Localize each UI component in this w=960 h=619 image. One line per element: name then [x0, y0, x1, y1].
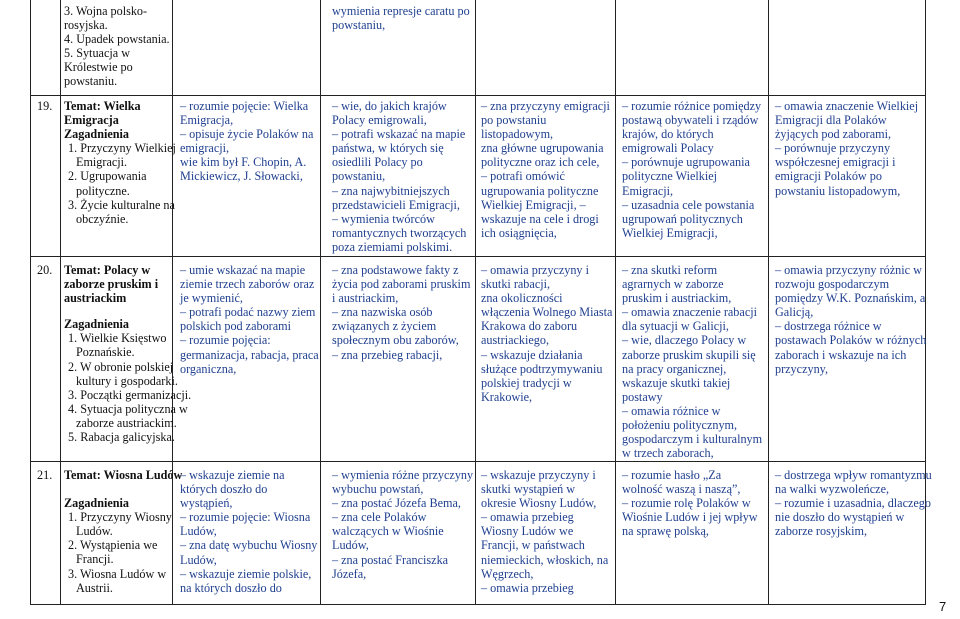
requirement-line: – rozumie hasło „Za: [622, 468, 722, 482]
requirement-line: wybuchu powstań,: [332, 482, 424, 497]
requirement-line: skutki rabacji,: [481, 277, 551, 292]
requirement-line: emigracji Polaków po: [775, 169, 882, 184]
column-divider-1: [60, 0, 61, 605]
requirement-line: powstaniu listopadowym,: [775, 183, 901, 198]
requirement-line: Wiośnie Ludów i jej wpływ: [622, 510, 758, 525]
requirement-line: je wymienić,: [180, 291, 243, 306]
requirement-line: wymienia represje caratu po: [332, 4, 470, 18]
topic-title: Temat: Polacy w: [64, 263, 151, 277]
requirement-line: położeniu politycznym,: [622, 418, 738, 433]
requirements-cell-good: [481, 99, 610, 240]
requirement-line: Mickiewicz, J. Słowacki,: [180, 169, 303, 184]
requirement-line: – rozumie rolę Polaków w: [622, 496, 751, 511]
topic-line: 4. Upadek powstania.: [64, 32, 170, 47]
requirement-line: na pracy organicznej,: [622, 361, 727, 376]
top-topic-cell: [64, 4, 170, 89]
column-divider-5: [615, 0, 616, 605]
requirement-line: – wymienia twórców: [332, 211, 435, 226]
requirement-line: – zna postać Józefa Bema,: [332, 496, 461, 511]
requirement-line: – porównuje przyczyny: [775, 141, 891, 156]
issue-item: 1. Przyczyny Wielkiej: [68, 141, 176, 156]
requirement-line: Emigracji dla Polaków: [775, 113, 887, 128]
requirement-line: Polacy emigrowali,: [332, 113, 427, 128]
requirement-line: Krakowie,: [481, 389, 533, 404]
issue-item: Francji.: [76, 552, 114, 567]
requirement-line: ziemie trzech zaborów oraz: [180, 277, 315, 292]
requirement-line: wie kim był F. Chopin, A.: [180, 155, 307, 170]
requirement-line: – omawia znaczenie Wielkiej: [775, 99, 919, 113]
requirement-line: – zna cele Polaków: [332, 510, 427, 525]
top-requirements-cell: [332, 4, 470, 32]
requirement-line: przedstawicieli Emigracji,: [332, 197, 460, 212]
requirement-line: – potrafi wskazać na mapie: [332, 127, 466, 142]
issue-item: zaborze austriackim.: [76, 415, 177, 430]
requirements-cell-good: [481, 468, 608, 595]
requirements-cell-very-good: [622, 263, 762, 460]
requirement-line: i austriackim,: [332, 291, 399, 306]
column-divider-3: [320, 0, 321, 605]
requirement-line: – rozumie pojęcie: Wielka: [180, 99, 309, 113]
lesson-number: 21.: [37, 468, 53, 482]
requirement-line: żyjących pod zaborami,: [775, 127, 892, 142]
requirement-line: – wskazuje ziemie na: [180, 468, 285, 482]
topic-line: Królestwie po: [64, 60, 133, 75]
requirement-line: gospodarczym i kulturalnym: [622, 432, 763, 447]
requirement-line: – wskazuje przyczyny i: [481, 468, 596, 482]
requirement-line: walczących w Wiośnie: [332, 524, 444, 539]
lesson-number: 19.: [37, 99, 53, 113]
issues-heading: Zagadnienia: [64, 127, 130, 142]
issue-item: 2. W obronie polskiej: [68, 359, 174, 374]
requirement-line: polityczne Wielkiej: [622, 169, 718, 184]
requirement-line: – uzasadnia cele powstania: [622, 197, 755, 212]
table-border-bottom: [30, 604, 926, 605]
requirement-line: Wiosny Ludów we: [481, 524, 574, 539]
requirement-line: polskich pod zaborami: [180, 319, 292, 334]
issue-item: Ludów.: [76, 524, 113, 539]
requirement-line: Ludów,: [180, 524, 217, 539]
requirements-cell-excellent: [775, 263, 926, 376]
issue-item: Poznańskie.: [76, 345, 135, 360]
requirement-line: postawą obywateli i rządów: [622, 113, 759, 128]
requirement-line: – wymienia różne przyczyny: [332, 468, 474, 482]
requirement-line: – rozumie różnice pomiędzy: [622, 99, 762, 113]
requirement-line: okresie Wiosny Ludów,: [481, 496, 597, 511]
topic-title: Temat: Wielka: [64, 99, 141, 113]
requirement-line: krajów, do których: [622, 127, 714, 142]
requirement-line: – dostrzega wpływ romantyzmu: [775, 468, 932, 482]
issue-item: 2. Wystąpienia we: [68, 538, 158, 553]
page-number: 7: [939, 599, 947, 614]
requirement-line: postawach Polaków w różnych: [775, 333, 927, 348]
requirements-cell-basic: [180, 468, 317, 595]
lesson-topic-cell: [64, 263, 191, 444]
requirement-line: pruskim i austriackim,: [622, 291, 732, 306]
requirement-line: skutki wystąpień w: [481, 482, 576, 497]
issues-heading: Zagadnienia: [64, 496, 130, 511]
column-divider-4: [475, 0, 476, 605]
requirement-line: Wielkiej Emigracji, –: [481, 197, 586, 212]
requirement-line: – wskazuje działania: [481, 347, 583, 362]
requirement-line: poza ziemiami polskimi.: [332, 239, 453, 254]
requirements-cell-good: [481, 263, 612, 404]
requirement-line: Józefa,: [332, 566, 367, 581]
requirement-line: społecznym obu zaborów,: [332, 333, 459, 348]
requirement-line: współczesnej emigracji i: [775, 155, 896, 170]
requirement-line: polskiej tradycji w: [481, 375, 572, 390]
requirement-line: służące podtrzymywaniu: [481, 361, 603, 376]
requirement-line: zna główne ugrupowania: [481, 141, 604, 156]
requirement-line: listopadowym,: [481, 127, 554, 142]
requirements-cell-excellent: [775, 468, 932, 538]
requirement-line: zaborach i wskazuje na ich: [775, 347, 907, 362]
requirement-line: na walki wyzwoleńcze,: [775, 482, 890, 497]
requirements-cell-sufficient: [332, 263, 470, 362]
requirement-line: rozwoju gospodarczym: [775, 277, 890, 292]
requirement-line: zaborze rosyjskim,: [775, 524, 868, 539]
requirement-line: osiedlili Polacy po: [332, 155, 423, 170]
issue-item: Austrii.: [76, 580, 113, 595]
issue-item: 1. Wielkie Księstwo: [68, 331, 167, 346]
requirement-line: – wie, dlaczego Polacy w: [622, 333, 747, 348]
requirement-line: na sprawę polską,: [622, 524, 709, 539]
requirement-line: – zna najwybitniejszych: [332, 183, 450, 198]
requirement-line: niemieckich, włoskich, na: [481, 552, 609, 567]
requirement-line: pomiędzy W.K. Poznańskim, a: [775, 291, 926, 306]
requirement-line: postawy: [622, 389, 663, 404]
requirement-line: – zna datę wybuchu Wiosny: [180, 538, 318, 553]
requirements-cell-very-good: [622, 99, 761, 240]
requirement-line: – rozumie pojęcie: Wiosna: [180, 510, 311, 525]
row-divider-21: [30, 461, 926, 462]
requirement-line: – omawia przebieg: [481, 580, 574, 595]
issue-item: 1. Przyczyny Wiosny: [68, 510, 172, 525]
requirement-line: powstaniu,: [332, 169, 386, 184]
requirements-cell-excellent: [775, 99, 918, 198]
issue-item: 3. Życie kulturalne na: [68, 197, 175, 212]
issue-item: kultury i gospodarki.: [76, 373, 178, 388]
requirement-line: Ludów,: [332, 538, 369, 553]
requirement-line: wskazuje na cele i drogi: [481, 211, 599, 226]
issues-heading: Zagadnienia: [64, 317, 130, 332]
issue-item: Emigracji.: [76, 155, 128, 170]
requirement-line: związanych z życiem: [332, 319, 437, 334]
topic-line: rosyjska.: [64, 18, 108, 33]
requirement-line: – zna nazwiska osób: [332, 305, 433, 320]
requirement-line: – zna podstawowe fakty z: [332, 263, 459, 277]
topic-line: 3. Wojna polsko-: [64, 4, 148, 18]
requirement-line: romantycznych tworzących: [332, 225, 467, 240]
issue-item: polityczne.: [76, 183, 130, 198]
requirement-line: – wie, do jakich krajów: [332, 99, 447, 113]
requirement-line: emigracji,: [180, 141, 230, 156]
requirement-line: zaborze pruskim skupili się: [622, 347, 756, 362]
issue-item: obczyźnie.: [76, 211, 129, 226]
requirements-cell-basic: [180, 263, 319, 376]
requirement-line: powstaniu,: [332, 18, 386, 33]
requirements-cell-very-good: [622, 468, 758, 538]
issue-item: 3. Wiosna Ludów w: [68, 566, 167, 581]
requirement-line: Ludów,: [180, 552, 217, 567]
requirement-line: państwa, w których się: [332, 141, 444, 156]
requirement-line: – zna przebieg rabacji,: [332, 347, 443, 362]
requirement-line: nie doszło do wystąpień w: [775, 510, 905, 525]
requirement-line: – omawia przyczyny różnic w: [775, 263, 922, 277]
requirement-line: wskazuje skutki takiej: [622, 375, 731, 390]
requirement-line: życia pod zaborami pruskim: [332, 277, 471, 292]
topic-title: austriackim: [64, 291, 127, 306]
requirement-line: przyczyny,: [775, 361, 829, 376]
topic-title: Emigracja: [64, 113, 119, 128]
requirement-line: – zna przyczyny emigracji: [481, 99, 610, 113]
requirement-line: – rozumie i uzasadnia, dlaczego: [775, 496, 931, 511]
requirement-line: dla sytuacji w Galicji,: [622, 319, 729, 334]
requirement-line: organiczna,: [180, 361, 237, 376]
issue-item: 4. Sytuacja polityczna w: [68, 401, 188, 416]
requirements-cell-sufficient: [332, 99, 466, 254]
requirement-line: – potrafi podać nazwy ziem: [180, 305, 316, 320]
topic-line: powstaniu.: [64, 74, 118, 89]
requirement-line: agrarnych w zaborze: [622, 277, 724, 292]
row-divider-20: [30, 256, 926, 257]
requirement-line: – potrafi omówić: [481, 169, 565, 184]
requirement-line: Węgrzech,: [481, 566, 534, 581]
requirement-line: w trzech zaborach,: [622, 446, 714, 461]
requirement-line: ich osiągnięcia,: [481, 225, 557, 240]
requirement-line: których doszło do: [180, 482, 268, 497]
lesson-topic-cell: [64, 99, 176, 226]
requirement-line: – opisuje życie Polaków na: [180, 127, 314, 142]
requirement-line: emigrowali Polacy: [622, 141, 714, 156]
requirements-cell-basic: [180, 99, 313, 184]
requirement-line: wystąpień,: [180, 496, 233, 511]
requirement-line: polityczne oraz ich cele,: [481, 155, 600, 170]
requirement-line: – wskazuje ziemie polskie,: [180, 566, 312, 581]
requirement-line: Krakowa do zaboru: [481, 319, 578, 334]
issue-item: 5. Rabacja galicyjska.: [68, 430, 175, 445]
table-border-left: [30, 0, 31, 605]
requirement-line: – omawia przebieg: [481, 510, 574, 525]
requirement-line: – rozumie pojęcia:: [180, 333, 271, 348]
requirement-line: Francji, w państwach: [481, 538, 585, 553]
requirement-line: – zna skutki reform: [622, 263, 718, 277]
topic-title: Temat: Wiosna Ludów: [64, 468, 183, 482]
requirement-line: zna okoliczności: [481, 291, 563, 306]
requirement-line: – dostrzega różnice w: [775, 319, 882, 334]
requirement-line: – omawia znaczenie rabacji: [622, 305, 757, 320]
requirement-line: po powstaniu: [481, 113, 547, 128]
requirement-line: na których doszło do: [180, 580, 282, 595]
lesson-topic-cell: [64, 468, 182, 595]
row-divider-19: [30, 95, 926, 96]
requirement-line: ugrupowań politycznych: [622, 211, 743, 226]
requirements-cell-sufficient: [332, 468, 473, 581]
requirement-line: włączenia Wolnego Miasta: [481, 305, 613, 320]
requirement-line: – omawia przyczyny i: [481, 263, 589, 277]
requirement-line: austriackiego,: [481, 333, 550, 348]
issue-item: 3. Początki germanizacji.: [68, 387, 192, 402]
requirement-line: Galicją,: [775, 305, 814, 320]
requirement-line: Emigracja,: [180, 113, 234, 128]
requirement-line: ugrupowania polityczne: [481, 183, 599, 198]
topic-line: 5. Sytuacja w: [64, 46, 131, 61]
requirement-line: Wielkiej Emigracji,: [622, 225, 718, 240]
requirement-line: – zna postać Franciszka: [332, 552, 449, 567]
requirement-line: – porównuje ugrupowania: [622, 155, 750, 170]
requirement-line: – umie wskazać na mapie: [180, 263, 306, 277]
column-divider-6: [768, 0, 769, 605]
requirement-line: wolność waszą i naszą”,: [622, 482, 741, 497]
lesson-number: 20.: [37, 263, 53, 277]
requirement-line: – omawia różnice w: [622, 403, 721, 418]
requirement-line: Emigracji,: [622, 183, 674, 198]
topic-title: zaborze pruskim i: [64, 277, 159, 292]
issue-item: 2. Ugrupowania: [68, 169, 147, 184]
requirement-line: germanizacja, rabacja, praca: [180, 347, 319, 362]
